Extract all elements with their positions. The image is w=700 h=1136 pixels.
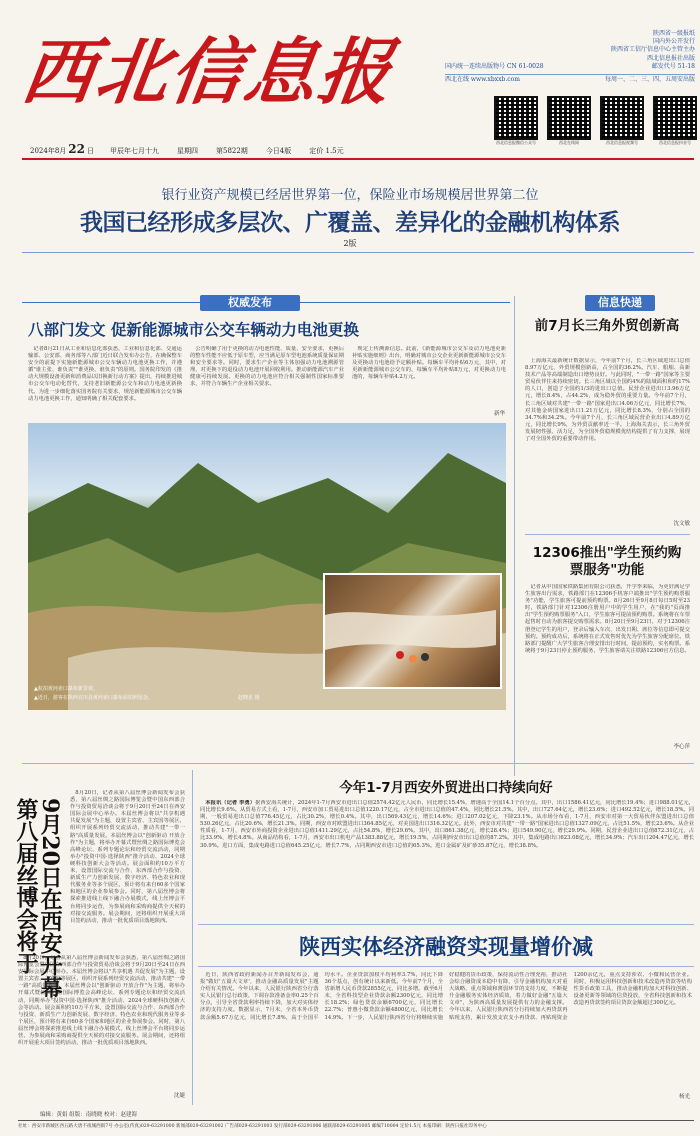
photo-caption: ▲航拍黄河壶口瀑布新景观。	[34, 686, 98, 692]
page-ref[interactable]: 2版	[343, 239, 357, 248]
masthead-info	[545, 30, 695, 63]
info-line: 每周一、二、三、四、五周安出版	[604, 76, 695, 83]
byline: 沈文敏	[673, 521, 690, 527]
qr-code[interactable]	[494, 96, 538, 140]
masthead-rule	[22, 158, 694, 160]
footer-address: 社址：西安市新城区西五路大唐不夜城西街7号 办公室(传真)029-63291000 新闻部029-63291002 广告部029-63291003 发行部029-63291006 通联部029-63291005 邮编710004 定价1.5元 本报印刷：陕西日报社印务中心	[18, 1124, 487, 1129]
lead-headline[interactable]: 我国已经形成多层次、广覆盖、差异化的金融机构体系	[80, 210, 620, 236]
byline: 李心萍	[673, 744, 690, 750]
byline: 沈婕	[173, 1093, 185, 1099]
qr-row: 西北信息报微信公众号 西北在线网 西北信息报视频号 西北信息报抖音号	[493, 96, 698, 146]
photo-hukou-waterfall-aerial	[28, 423, 506, 710]
flash-1-headline[interactable]: 前7月长三角外贸创新高	[534, 318, 680, 334]
expo-body-continued: 8月20日，记者从第八届丝博会新闻发布会获悉，第八届丝绸之路国际博览会暨中国东西部合作与投资贸易洽谈会将于9月20日至24日在西安国际会展中心举办。本届丝博会将以"共享机遇 共促发展"为主题，设置主宾省、主宾国等展区，组织开展系列经贸交流活动，推动共建"一带一路"高质量发展。本届丝博会以"创新驱动 开放合作"为主题，将举办开幕式暨丝绸之路国际博览会高峰论坛、系列专题论坛和经贸交流活动，同期举办"投资中国·选择陕西"推介活动、2024全球硬科技创新大会等活动。展会面积约10万平方米，设置国际交流与合作、东西部合作与投资、新质生产力创新发展、数字经济、特色农业和现代服务业等多个展区，预计将有来自60多个国家和地区的企业参展参会。同时，第八届丝博会将探索推进线上线下融合办展模式，线上丝博会平台将同步运营，为参展商和采购商提供全天候的对接交流服务。展会期间，还将组织开展重大项目签约活动，推动一批优质项目落地陕西。	[18, 955, 185, 1047]
article-battery-body	[28, 346, 506, 418]
info-line: 邮发代号 51-18	[651, 63, 695, 70]
lead-subhead: 银行业资产规模已经居世界第一位，保险业市场规模居世界第二位	[161, 188, 539, 203]
trade-headline[interactable]: 今年1-7月西安外贸进出口持续向好	[339, 780, 553, 796]
expo-body: 8月20日，记者从第八届丝博会新闻发布会获悉，第八届丝绸之路国际博览会暨中国东西部合作与投资贸易洽谈会将于9月20日至24日在西安国际会展中心举办。本届丝博会将以"共享机遇 共促发展"为主题，设置主宾省、主宾国等展区，组织开展系列经贸交流活动，推动共建"一带一路"高质量发展。本届丝博会以"创新驱动 开放合作"为主题，将举办开幕式暨丝绸之路国际博览会高峰论坛、系列专题论坛和经贸交流活动，同期举办"投资中国·选择陕西"推介活动、2024全球硬科技创新大会等活动。展会面积约10万平方米，设置国际交流与合作、东西部合作与投资、新质生产力创新发展、数字经济、特色农业和现代服务业等多个展区，预计将有来自60多个国家和地区的企业参展参会。同时，第八届丝博会将探索推进线上线下融合办展模式，线上丝博会平台将同步运营，为参展商和采购商提供全天候的对接交流服务。展会期间，还将组织开展重大项目签约活动，推动一批优质项目落地陕西。	[70, 790, 185, 924]
tourists-illustration	[325, 575, 496, 683]
flash-2-headline[interactable]: 12306推出"学生预约购票服务"功能	[532, 545, 682, 578]
trade-body	[200, 800, 694, 918]
body-column: 规定上传溯源信息。此前，《新能源城市公交车及动力电池更新补贴实施细则》出台，明确对城市公交企业更新新能源城市公交车及更换动力电池给予定额补贴。每辆车平均补贴6万元，其中，对更新新能源城市公交车的，每辆车平均补贴8万元，对更换动力电池的，每辆车补贴4.2万元。	[352, 346, 506, 381]
website[interactable]: 西北在线 www.xbxxb.com	[445, 76, 520, 83]
flash-1-body: 上海海关最新统计数据显示，今年前7个月，长三角区域进出口总值8.97万亿元，外贸规模创新高，占全国的36.2%。汽车、船舶、高新技术产品等高端制造出口增势良好。与此同时，"一带一路"国家等主要贸易伙伴往来持续密切。长三角区域以全国约4%的陆域面积和约17%的人口，创造了全国约1/3的进出口总值。民营企业进出口3.96万亿元，增长8.4%，占44.2%，成为稳外贸的重要力量。今年前7个月，长三角区域对共建"一带一路"国家进出口4.06万亿元，同比增长7%，对其他金砖国家进出口1.21万亿元，同比增长8.3%，分别占全国的34.7%和34.2%。今年前7个月，长三角区域民营企业出口4.89万亿元，同比增长9%，为外贸贡献率近一半。上海海关表示，长三角外贸发展韧性强、活力足，为全国外贸稳规模优结构提供了有力支撑，展现了对全国外贸的重要带动作用。	[525, 358, 690, 443]
qr-code[interactable]	[600, 96, 644, 140]
expo-headline-line-2[interactable]: 第八届丝博会将于	[13, 798, 39, 974]
editors-line: 编辑：黄娟 组版：南晓晓 校对：赵建海	[40, 1112, 137, 1118]
flash-2-body: 记者从中国国家铁路集团有限公司获悉，开学季来临，为更好满足学生旅客出行需求，铁路部门在12306手机客户端推出"学生预约购票服务"功能，学生旅客可提前预约购票。8月26日至9月8日每日5时至23时，铁路部门针对12306注册用户中的学生用户，在"我的"页面推出"学生预约购票服务"入口，学生旅客可提前预约购票。系统将在车票起售时自动为旅客提交购票需求。8月20日至9月23日，对于12306注册登记学生的用户，登录后输入车次、出发日期、席位等信息即可提交预约。预约成功后，系统将在正式发售时优先为学生旅客分配席位。铁路部门提醒广大学生旅客合理安排出行时间，提前预约，实名购票。系统将于9月23日停止预约服务，学生旅客请关注铁路12306官方信息。	[525, 584, 690, 654]
info-line: 国内统一连续出版物号 CN 61-0028	[445, 63, 544, 70]
body-column: 公告明确了用于更换的动力电池性能、质量、安全要求，更换后的整车性能不应低于原车型，应当满足原车型电池系统质量保证期和安全要求等。同时，要求生产企业等主体加强动力电池溯源管理，对更换下的退役动力电池开展回收利用。推动新能源汽车产业健康可持续发展。更换的动力电池应符合相关强制性国家标准要求，并符合车辆生产企业相关要求。	[190, 346, 344, 388]
qr-code[interactable]	[653, 96, 697, 140]
qr-code[interactable]	[547, 96, 591, 140]
finance-body: 近日，陕西省政府新闻办召开新闻发布会，通报"做好'五篇大文章'，推动金融高质量发展"主题介绍有关情况。今年以来，人民银行陕西省分行落实人民银行总行政策，下调存款准备金率0.25个百分点，引导全省贷款利率持续下降，加大对实体经济的支持力度。数据显示，7月末，全省本外币贷款余额5.67万亿元，同比增长7.8%，高于全国平均水平。企业贷款加权平均利率3.7%，同比下降36个基点，创有统计以来新低。今年前7个月，全省新增人民币贷款2855亿元，同比多增。截至6月末，全省科技型企业贷款余额2300亿元，同比增长18.2%；绿色贷款余额6700亿元，同比增长22.7%；普惠小微贷款余额4800亿元，同比增长14.9%。下一步，人民银行陕西省分行将继续实施好稳健的货币政策，保持流动性合理充裕，推动社会综合融资成本稳中有降，引导金融机构加大对重大战略、重点领域和薄弱环节的支持力度，不断提升金融服务实体经济质效，着力做好金融"五篇大文章"，为陕西高质量发展提供有力的金融支撑。今年以来，人民银行陕西省分行持续加大再贷款再贴现支持，累计发放支农支小再贷款、再贴现资金1200余亿元，重点支持涉农、小微和民营企业。同时，积极运用科技创新和技术改造再贷款等结构性货币政策工具，推动金融机构加大对科技创新、设备更新等领域的信贷投放，全省科技创新和技术改造再贷款签约项目贷款金额超过300亿元。	[200, 972, 692, 1021]
section-label-authority: 权威发布	[200, 295, 300, 311]
masthead-logo: 西北信息报	[16, 29, 399, 114]
info-line: 陕西省一级报纸	[652, 30, 695, 37]
photo-tourists-waterfall	[323, 573, 502, 689]
byline: 新华	[493, 411, 505, 417]
photo-credit: 赵晓星 摄	[238, 695, 260, 701]
body-column: 记者8月21日从工业和信息化部获悉，工业和信息化部、交通运输部、公安部、商务部等八部门近日联合发布办公告，在确保整车安全的前提下实施新能源城市公交车辆动力电池更换工作，并遵循"谁主张、谁负责""谁更换、谁负责"的原则。国务院印发的《推动大规模设备更新和消费品以旧换新行动方案》提出，持续推进城市公交车电动化替代，支持老旧新能源公交车和动力电池更新换代。为进一步细化落实国务院有关要求，规范新能源城市公交车辆动力电池更换工作，通知明确了相关配套要求。	[28, 346, 182, 402]
byline: 杨光	[678, 1094, 690, 1100]
expo-headline-line-1[interactable]: 9月20日在西安开幕	[37, 798, 63, 998]
dateline: 2024年8月 22 日 甲辰年七月十九 星期四 第5822期 今日4版 定价 1.5元	[30, 142, 344, 156]
section-label-news-flash: 信息快递	[585, 295, 655, 311]
article-battery-headline[interactable]: 八部门发文 促新能源城市公交车辆动力电池更换	[28, 321, 359, 339]
info-line: 西北信息报社出版	[646, 54, 695, 62]
finance-headline[interactable]: 陕西实体经济融资实现量增价减	[299, 935, 593, 959]
info-line: 陕西省工信厅信息中心主管主办	[610, 46, 695, 54]
info-line: 国内外公开发行	[652, 38, 695, 46]
body-column: 本报讯（记者 李勇）据西安海关统计，2024年1-7月西安市进出口总值2574.42亿元人民币，同比增长15.4%，增速高于全国14.1个百分点。其中，出口1586.41亿元，同比增长19.4%；进口988.01亿元，同比增长9.6%。从贸易方式上看，1-7月，西安市加工贸易进出口总值1220.17亿元，占全市进出口总值的47.4%，同比增长21.5%。其中，出口727.64亿元，增长23.6%；进口492.52亿元，增长18.5%。同期，一般贸易进出口总值776.45亿元，占比30.2%，增长0.4%。其中，出口569.43亿元，增长14.6%；进口207.02亿元，下降23.1%。从市场分布看，1-7月，西安市对第一大贸易伙伴东盟进出口总值530.26亿元，占比20.6%，增长21.3%。同期，西安市对欧盟进出口364.85亿元，对美国进出口316.32亿元。此外，西安市对共建"一带一路"国家进出口总值1327.09亿元，占比51.5%，增长23.6%。从企业性质看，1-7月，西安市外商投资企业进出口总值1411.29亿元，占比54.8%，增长29.6%。其中，出口861.38亿元，增长28.4%；进口549.90亿元，增长29.9%。同期，民营企业进出口总值872.31亿元，占比33.9%，增长4.8%。从商品结构看，1-7月，西安市出口机电产品1383.88亿元，增长19.5%，占同期西安市出口总值的87.2%。其中，集成电路出口623.08亿元，增长34.9%；汽车出口204.47亿元，增长30.9%。进口方面，集成电路进口总值645.25亿元，增长7.7%，占同期西安市进口总值的65.3%。进口金属矿及矿砂35.87亿元，增长38.8%。	[200, 800, 694, 849]
photo-caption: ▲近日，游客在陕西宜川县黄河壶口瀑布前拍照留念。	[34, 695, 153, 701]
